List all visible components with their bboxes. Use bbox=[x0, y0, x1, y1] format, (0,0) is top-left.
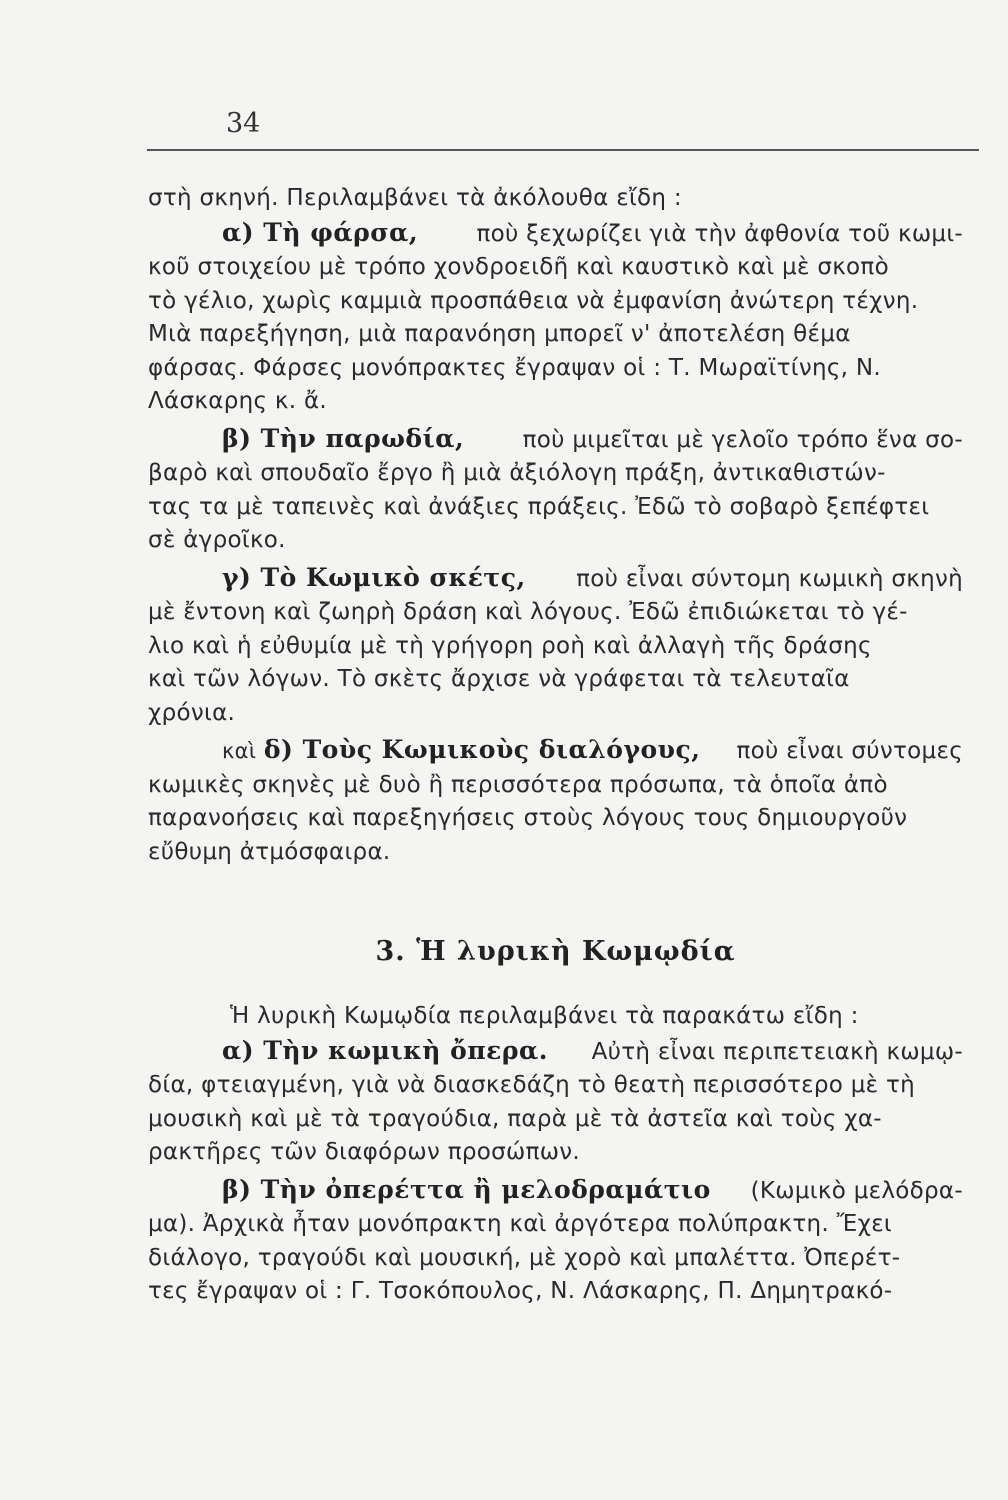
opera-label: α) Τὴν κωμικὴ ὄπερα. bbox=[222, 1035, 548, 1065]
section-spacer bbox=[148, 967, 963, 1000]
dialogues-label: δ) Τοὺς Κωμικοὺς διαλόγους, bbox=[263, 735, 701, 764]
farsa-text: τὸ γέλιο, χωρὶς καμμιὰ προσπάθεια νὰ ἐμφανίση ἀνώτερη τέχνη. bbox=[148, 287, 919, 314]
body-line bbox=[148, 352, 963, 386]
opera-text: Αὐτὴ εἶναι περιπετειακὴ κωμῳ- bbox=[591, 1038, 963, 1065]
body-line bbox=[148, 769, 963, 803]
body-line bbox=[148, 318, 963, 352]
body-line bbox=[148, 1242, 963, 1276]
farsa-label: α) Τὴ φάρσα, bbox=[222, 217, 419, 247]
page-body bbox=[148, 182, 963, 1309]
body-line bbox=[148, 1103, 963, 1137]
dialogues-text: εὔθυμη ἀτμόσφαιρα. bbox=[148, 838, 391, 865]
farsa-text: κοῦ στοιχείου μὲ τρόπο χονδροειδῆ καὶ καυστικὸ καὶ μὲ σκοπὸ bbox=[148, 254, 889, 280]
opera-text: δία, φτειαγμένη, γιὰ νὰ διασκεδάζη τὸ θεατὴ περισσότερο μὲ τὴ bbox=[148, 1072, 916, 1098]
body-line bbox=[148, 802, 963, 836]
parodia-text: βαρὸ καὶ σπουδαῖο ἔργο ἢ μιὰ ἀξιόλογη πράξη, ἀντικαθιστών- bbox=[148, 460, 886, 486]
farsa-text: Λάσκαρης κ. ἄ. bbox=[148, 388, 328, 414]
parodia-text: τας τα μὲ ταπεινὲς καὶ ἀνάξιες πράξεις. Ἐδῶ τὸ σοβαρὸ ξεπέφτει bbox=[148, 493, 930, 520]
farsa-text: φάρσας. Φάρσες μονόπρακτες ἔγραψαν οἱ : Τ. Μωραϊτίνης, Ν. bbox=[148, 354, 881, 381]
dialogues-first-line bbox=[148, 733, 963, 769]
parodia-label: β) Τὴν παρωδία, bbox=[222, 423, 465, 453]
operetta-label: β) Τὴν ὀπερέττα ἢ μελοδραμάτιο bbox=[222, 1174, 711, 1204]
body-line bbox=[148, 385, 963, 419]
farsa-text: Μιὰ παρεξήγηση, μιὰ παρανόηση μπορεῖ ν' ἀποτελέση θέμα bbox=[148, 321, 851, 347]
intro-text: στὴ σκηνή. Περιλαμβάνει τὰ ἀκόλουθα εἴδη : bbox=[148, 185, 682, 211]
body-line bbox=[148, 1208, 963, 1242]
farsa-text: ποὺ ξεχωρίζει γιὰ τὴν ἀφθονία τοῦ κωμι- bbox=[476, 220, 963, 247]
page-number: 34 bbox=[226, 108, 261, 139]
sketch-text: χρόνια. bbox=[148, 699, 236, 726]
body-line bbox=[148, 697, 963, 731]
body-line bbox=[148, 1136, 963, 1170]
opera-first-line bbox=[148, 1034, 963, 1070]
sketch-label: γ) Τὸ Κωμικὸ σκέτς, bbox=[222, 562, 526, 592]
section-spacer bbox=[148, 869, 963, 936]
body-line bbox=[148, 663, 963, 697]
operetta-text: τες ἔγραψαν οἱ : Γ. Τσοκόπουλος, Ν. Λάσκαρης, Π. Δημητρακό- bbox=[148, 1278, 893, 1304]
section-intro-line bbox=[148, 1000, 963, 1034]
dialogues-prefix: καὶ bbox=[222, 739, 257, 763]
operetta-text: διάλογο, τραγούδι καὶ μουσική, μὲ χορὸ καὶ μπαλέττα. Ὀπερέτ- bbox=[148, 1244, 901, 1271]
body-line bbox=[148, 251, 963, 285]
sketch-text: λιο καὶ ἡ εὐθυμία μὲ τὴ γρήγορη ροὴ καὶ ἀλλαγὴ τῆς δράσης bbox=[148, 632, 872, 659]
operetta-text: μα). Ἀρχικὰ ἦταν μονόπρακτη καὶ ἀργότερα πολύπρακτη. Ἔχει bbox=[148, 1211, 893, 1237]
parodia-text: σὲ ἀγροῖκο. bbox=[148, 527, 286, 553]
body-line bbox=[148, 836, 963, 870]
opera-text: ρακτῆρες τῶν διαφόρων προσώπων. bbox=[148, 1139, 581, 1165]
body-line bbox=[148, 285, 963, 319]
parodia-text: ποὺ μιμεῖται μὲ γελοῖο τρόπο ἕνα σο- bbox=[522, 426, 963, 453]
body-line bbox=[148, 1275, 963, 1309]
body-line bbox=[148, 491, 963, 525]
operetta-first-line bbox=[148, 1173, 963, 1209]
dialogues-text: κωμικὲς σκηνὲς μὲ δυὸ ἢ περισσότερα πρόσωπα, τὰ ὁποῖα ἀπὸ bbox=[148, 771, 888, 798]
operetta-text: (Κωμικὸ μελόδρα- bbox=[750, 1177, 963, 1204]
section-intro-text: Ἡ λυρικὴ Κωμῳδία περιλαμβάνει τὰ παρακάτω εἴδη : bbox=[230, 1003, 859, 1029]
sketch-text: ποὺ εἶναι σύντομη κωμικὴ σκηνὴ bbox=[576, 565, 963, 592]
opera-text: μουσικὴ καὶ μὲ τὰ τραγούδια, παρὰ μὲ τὰ ἀστεῖα καὶ τοὺς χα- bbox=[148, 1105, 882, 1132]
header-rule bbox=[147, 149, 979, 151]
body-line bbox=[148, 524, 963, 558]
body-line bbox=[148, 596, 963, 630]
dialogues-text: ποὺ εἶναι σύντομες bbox=[736, 738, 963, 764]
sketch-text: μὲ ἔντονη καὶ ζωηρὴ δράση καὶ λόγους. Ἐδῶ ἐπιδιώκεται τὸ γέ- bbox=[148, 599, 908, 625]
body-line bbox=[148, 1069, 963, 1103]
sketch-text: καὶ τῶν λόγων. Τὸ σκὲτς ἄρχισε νὰ γράφεται τὰ τελευταῖα bbox=[148, 666, 850, 692]
body-line bbox=[148, 457, 963, 491]
body-line bbox=[148, 182, 963, 216]
sketch-first-line bbox=[148, 561, 963, 597]
body-line bbox=[148, 630, 963, 664]
parodia-first-line bbox=[148, 422, 963, 458]
dialogues-text: παρανοήσεις καὶ παρεξηγήσεις στοὺς λόγους τους δημιουργοῦν bbox=[148, 805, 908, 831]
farsa-first-line bbox=[148, 216, 963, 252]
section-heading: 3. Ἡ λυρικὴ Κωμῳδία bbox=[375, 936, 736, 967]
